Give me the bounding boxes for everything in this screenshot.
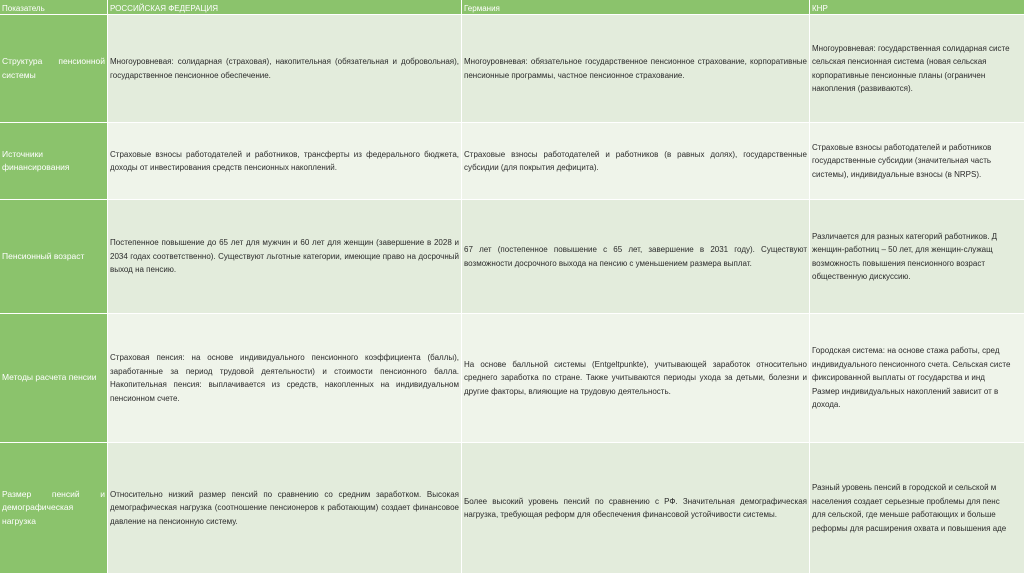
cell-russia: Страховые взносы работодателей и работников, трансферты из федерального бюджета, доходы от инвестирования средств пенсионных накоплений.	[108, 123, 462, 200]
table-row	[0, 314, 1024, 443]
cell-china: Различается для разных категорий работников. Д женщин-работниц – 50 лет, для женщин-служащ возможность повышения пенсионного возраст общественную дискуссию.	[810, 200, 1024, 314]
row-label: Источники финансирования	[0, 123, 108, 200]
cell-china: Разный уровень пенсий в городской и сельской м населения создает серьезные проблемы для пенс для сельской, где меньше работающих и больше реформы для расширения охвата и повышения аде	[810, 443, 1024, 574]
row-label: Размер пенсий и демографическая нагрузка	[0, 443, 108, 574]
header-germany: Германия	[462, 0, 810, 15]
cell-germany: Многоуровневая: обязательное государственное пенсионное страхование, корпоративные пенсионные программы, частное пенсионное страхование.	[462, 15, 810, 123]
table-row	[0, 15, 1024, 123]
cell-russia: Относительно низкий размер пенсий по сравнению со средним заработком. Высокая демографическая нагрузка (соотношение пенсионеров к работающим) создает финансовое давление на пенсионную систему.	[108, 443, 462, 574]
cell-germany: 67 лет (постепенное повышение с 65 лет, завершение в 2031 году). Существуют возможности досрочного выхода на пенсию с уменьшением размера выплат.	[462, 200, 810, 314]
table-row	[0, 200, 1024, 314]
row-label: Структура пенсионной системы	[0, 15, 108, 123]
cell-china: Многоуровневая: государственная солидарная систе сельская пенсионная система (новая сельская корпоративные пенсионные планы (ограничен накопления (развиваются).	[810, 15, 1024, 123]
table-row	[0, 443, 1024, 574]
cell-germany: Страховые взносы работодателей и работников (в равных долях), государственные субсидии (для покрытия дефицита).	[462, 123, 810, 200]
cell-russia: Страховая пенсия: на основе индивидуального пенсионного коэффициента (баллы), заработанные за период трудовой деятельности) и стоимости пенсионного балла. Накопительная пенсия: выплачивается из средств, накопленных на индивидуальном пенсионном счете.	[108, 314, 462, 443]
row-label: Методы расчета пенсии	[0, 314, 108, 443]
header-row	[0, 0, 1024, 15]
table-row	[0, 123, 1024, 200]
cell-germany: Более высокий уровень пенсий по сравнению с РФ. Значительная демографическая нагрузка, требующая реформ для обеспечения финансовой устойчивости системы.	[462, 443, 810, 574]
header-indicator: Показатель	[0, 0, 108, 15]
header-russia: РОССИЙСКАЯ ФЕДЕРАЦИЯ	[108, 0, 462, 15]
cell-china: Страховые взносы работодателей и работников государственные субсидии (значительная часть системы), индивидуальные взносы (в NRPS).	[810, 123, 1024, 200]
cell-china: Городская система: на основе стажа работы, сред индивидуального пенсионного счета. Сельская систе фиксированной выплаты от государства и инд Размер индивидуальных накоплений зависит от в дохода.	[810, 314, 1024, 443]
row-label: Пенсионный возраст	[0, 200, 108, 314]
cell-germany: На основе балльной системы (Entgeltpunkte), учитывающей заработок относительно среднего заработка по стране. Также учитываются периоды ухода за детьми, болезни и другие факторы, влияющие на трудовую деятельность.	[462, 314, 810, 443]
header-china: КНР	[810, 0, 1024, 15]
cell-russia: Постепенное повышение до 65 лет для мужчин и 60 лет для женщин (завершение в 2028 и 2034 годах соответственно). Существуют льготные категории, имеющие право на досрочный выход на пенсию.	[108, 200, 462, 314]
cell-russia: Многоуровневая: солидарная (страховая), накопительная (обязательная и добровольная), государственное пенсионное обеспечение.	[108, 15, 462, 123]
